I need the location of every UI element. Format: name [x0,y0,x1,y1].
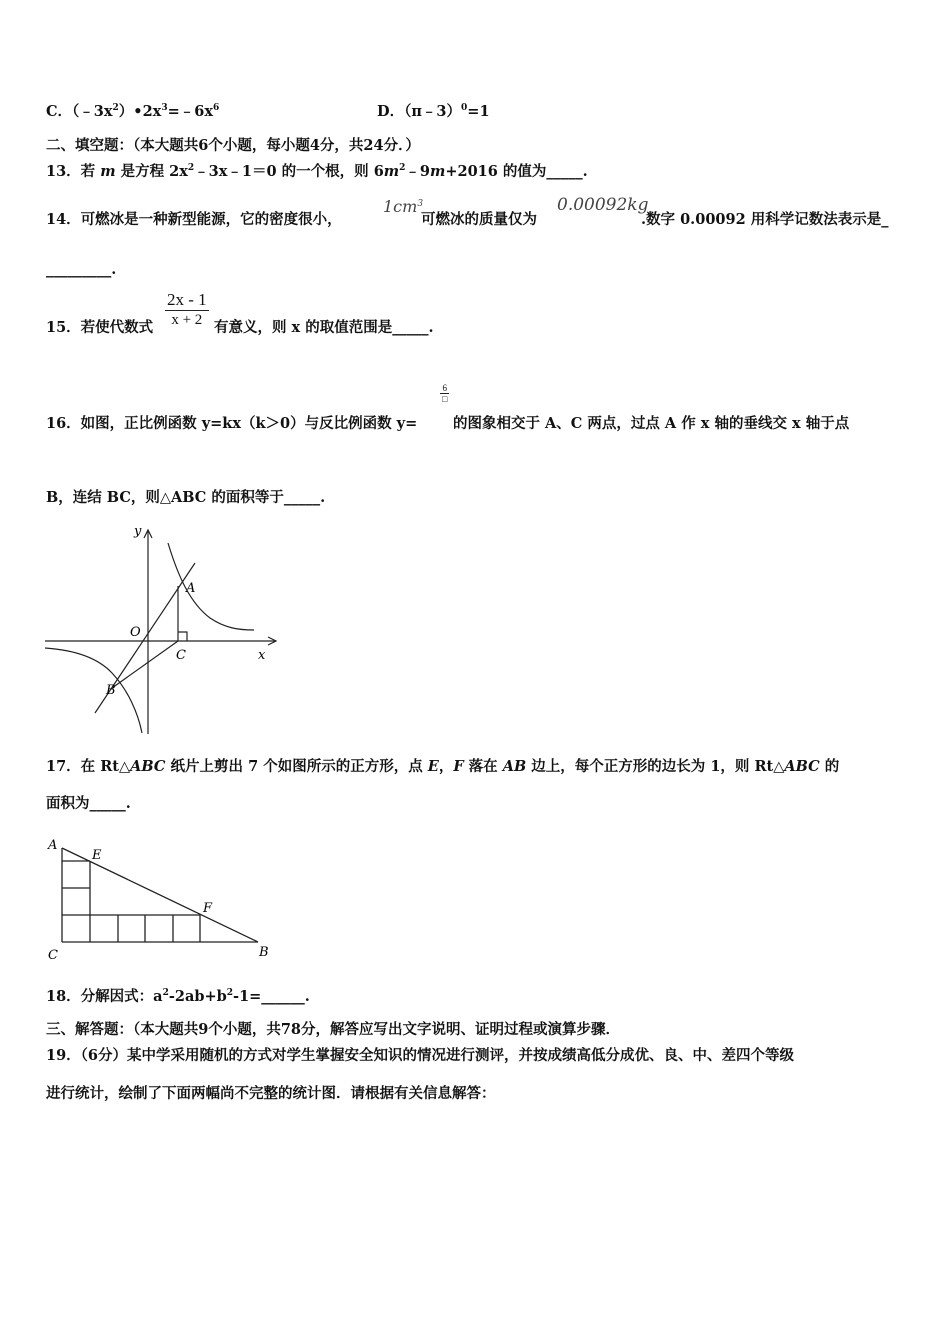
fig17-label-b: B [259,945,269,960]
question-19: 19．（6分）某中学采用随机的方式对学生掌握安全知识的情况进行测评，并按成绩高低分成优、良、中、差四个等级 [46,1047,795,1064]
right-angle-mark [178,632,187,641]
fig16-label-y: y [134,524,142,539]
question-17-line2: 面积为_____. [46,795,131,812]
fig16-label-c: C [176,648,186,663]
section2-heading: 二、填空题：（本大题共6个小题，每小题4分，共24分．） [46,137,420,154]
question-13: 13．若 m 是方程 $2x^2﹣3x﹣1=0$ 的一个根，则 $6m^2﹣9m+2016$ 的值为_____. [46,163,588,180]
fig16-label-a: A [186,581,196,596]
option-c: C．$(﹣3x^2)•2x^3=﹣6x^6$ [46,103,220,120]
segment-bc [112,641,178,688]
question-15-end: 有意义，则 x 的取值范围是_____. [214,319,434,336]
q16-denominator: □ [442,394,448,404]
question-16-end: 的图象相交于 A、C 两点，过点 A 作 x 轴的垂线交 x 轴于点 [453,415,850,432]
fig17-label-a: A [48,838,58,853]
fig16-label-o: O [130,625,141,640]
figure-17 [40,832,280,968]
q14-unit-formula: $1cm^3$ [383,197,424,216]
q14-mass-formula: 0.00092kg [557,195,649,215]
hyperbola-branch-2 [45,648,142,733]
fig17-label-f: F [203,901,213,916]
fig16-label-x: x [258,648,266,663]
question-14-end: .数字 0.00092 用科学记数法表示是_ [641,211,889,228]
q16-numerator: 6 [442,383,447,393]
section3-heading: 三、解答题：（本大题共9个小题，共78分，解答应写出文字说明、证明过程或演算步骤． [46,1021,621,1038]
hyperbola-branch-1 [168,543,254,630]
question-14-mid: 可燃冰的质量仅为 [421,211,537,228]
question-17: 17．在 Rt△ABC 纸片上剪出 7 个如图所示的正方形，点 E，F 落在 AB 边上，每个正方形的边长为 1，则 Rt△ABC 的 [46,758,840,775]
fig17-label-c: C [48,948,58,963]
question-15: 15．若使代数式 [46,319,154,336]
option-d: D．（π﹣3）$^0$=1 [377,103,490,120]
question-14-blank: _________. [46,261,117,278]
question-16: 16．如图，正比例函数 y=kx（k＞0）与反比例函数 y= [46,415,418,432]
fig17-label-e: E [92,848,102,863]
fig16-label-b: B [106,683,116,698]
q16-fraction [440,383,449,404]
figure-16 [40,518,285,740]
question-18: 18．分解因式：$a^2-2ab+b^2-1=\_\_\_\_\_\_$. [46,988,310,1005]
q15-denominator: x + 2 [165,310,209,329]
question-19-line2: 进行统计，绘制了下面两幅尚不完整的统计图．请根据有关信息解答： [46,1085,496,1102]
q15-fraction [165,290,209,329]
question-16-line2: B，连结 BC，则△ABC 的面积等于_____. [46,489,326,506]
question-14: 14．可燃冰是一种新型能源，它的密度很小， [46,211,342,228]
q15-numerator: 2x - 1 [167,290,207,309]
